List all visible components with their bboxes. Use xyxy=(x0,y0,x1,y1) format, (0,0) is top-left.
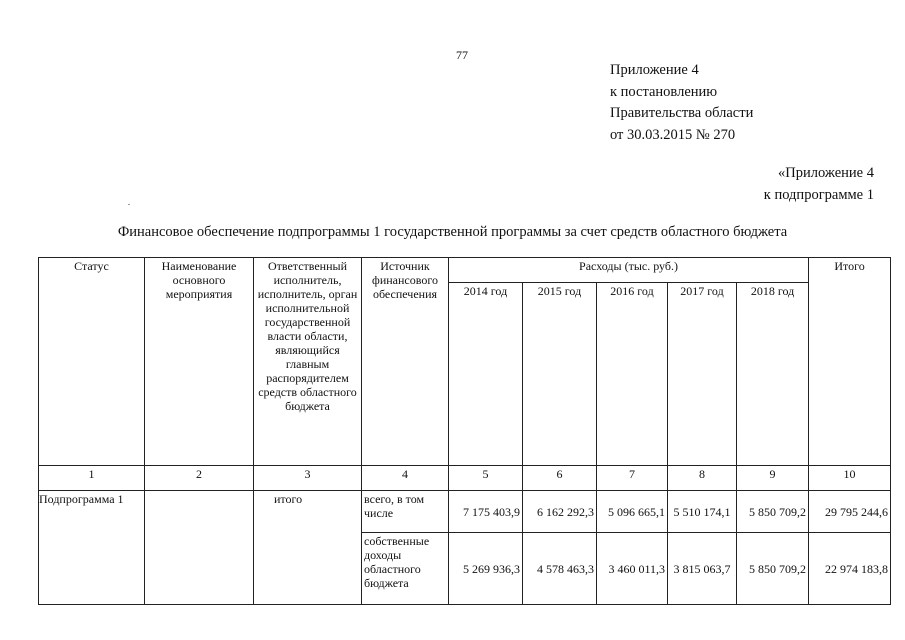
column-number: 9 xyxy=(737,466,809,491)
header-year: 2014 год xyxy=(449,283,523,466)
header-year: 2018 год xyxy=(737,283,809,466)
cell-value: 5 510 174,1 xyxy=(668,491,737,533)
header-name: Наименование основного мероприятия xyxy=(145,258,254,466)
column-number: 8 xyxy=(668,466,737,491)
cell-value: 3 815 063,7 xyxy=(668,533,737,605)
cell-total: 29 795 244,6 xyxy=(809,491,891,533)
financing-table xyxy=(38,257,891,605)
cell-executor: итого xyxy=(254,491,362,605)
column-number: 6 xyxy=(523,466,597,491)
column-number: 5 xyxy=(449,466,523,491)
header-year: 2016 год xyxy=(597,283,668,466)
column-number: 1 xyxy=(39,466,145,491)
header-source: Источник финансового обеспечения xyxy=(362,258,449,466)
scan-speck xyxy=(128,204,130,205)
header-year: 2017 год xyxy=(668,283,737,466)
subprogram-appendix-reference xyxy=(764,163,874,206)
column-number: 10 xyxy=(809,466,891,491)
appendix-line: к постановлению xyxy=(610,83,718,100)
column-number: 7 xyxy=(597,466,668,491)
appendix-line: к подпрограмме 1 xyxy=(763,186,874,203)
column-number: 2 xyxy=(145,466,254,491)
cell-value: 6 162 292,3 xyxy=(523,491,597,533)
column-number: 4 xyxy=(362,466,449,491)
cell-total: 22 974 183,8 xyxy=(809,533,891,605)
column-number: 3 xyxy=(254,466,362,491)
cell-source: всего, в том числе xyxy=(362,491,449,533)
header-year: 2015 год xyxy=(523,283,597,466)
page-number: 77 xyxy=(456,48,468,62)
appendix-line: от 30.03.2015 № 270 xyxy=(610,126,736,143)
appendix-line: Правительства области xyxy=(610,105,754,121)
document-title: Финансовое обеспечение подпрограммы 1 государственной программы за счет средств областного бюджета xyxy=(117,224,788,240)
header-executor: Ответственный исполнитель, исполнитель, орган исполнительной государственной власти области, являющийся главным распорядителем средств областного бюджета xyxy=(254,258,362,466)
cell-value: 3 460 011,3 xyxy=(597,533,668,605)
cell-value: 5 269 936,3 xyxy=(449,533,523,605)
cell-name xyxy=(145,491,254,605)
header-status: Статус xyxy=(39,258,145,466)
cell-source: собственные доходы областного бюджета xyxy=(362,533,449,605)
table-row xyxy=(39,491,891,533)
appendix-line: Приложение 4 xyxy=(610,62,699,78)
header-total: Итого xyxy=(809,258,891,466)
cell-value: 5 850 709,2 xyxy=(737,533,809,605)
appendix-line: «Приложение 4 xyxy=(778,165,874,181)
cell-value: 7 175 403,9 xyxy=(449,491,523,533)
cell-status: Подпрограмма 1 xyxy=(39,491,145,605)
appendix-reference xyxy=(610,60,753,146)
cell-value: 5 850 709,2 xyxy=(737,491,809,533)
header-expenses: Расходы (тыс. руб.) xyxy=(449,258,809,283)
cell-value: 4 578 463,3 xyxy=(523,533,597,605)
cell-value: 5 096 665,1 xyxy=(597,491,668,533)
